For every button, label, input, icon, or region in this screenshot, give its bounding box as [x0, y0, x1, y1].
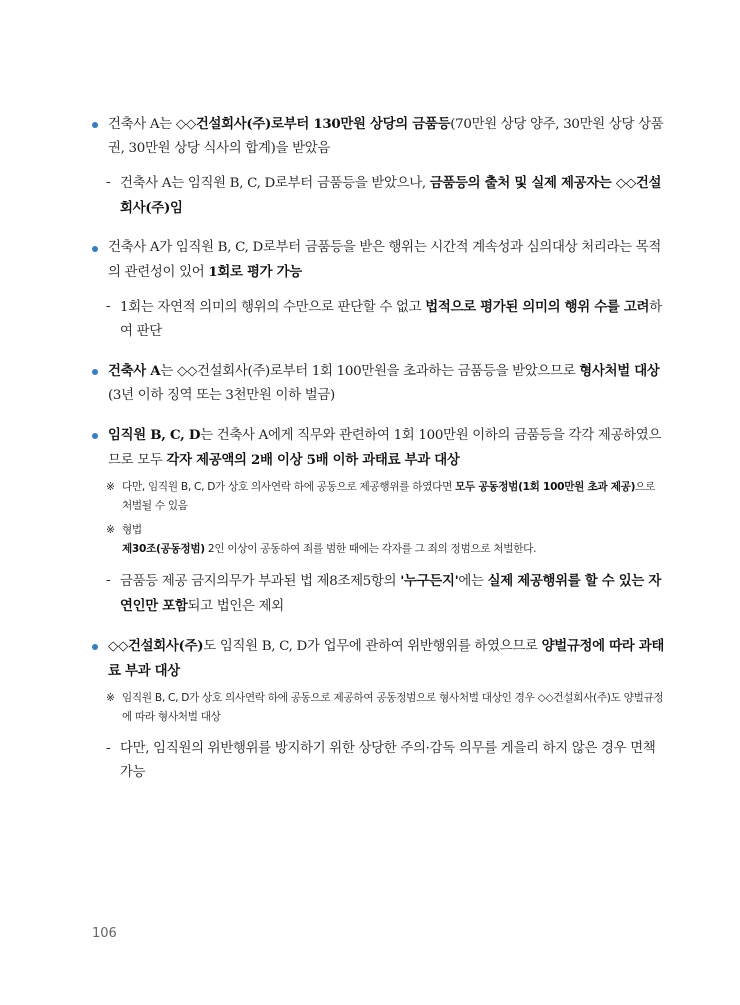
text: 건축사 A가 임직원 B, C, D로부터 금품등을 받은 행위는 시간적 계속성과 심의대상 처리라는 목적의 관련성이 있어 — [108, 240, 662, 280]
page-number: 106 — [92, 926, 117, 941]
text: 으로 처벌될 수 있음 — [122, 481, 656, 512]
bold-text: ◇◇건설회사(주) — [108, 638, 204, 654]
dash-mark: - — [106, 299, 111, 314]
reference-mark: ※ — [106, 481, 115, 493]
bold-text: 각자 제공액의 2배 이상 5배 이하 과태료 부과 대상 — [166, 452, 460, 468]
law-article — [122, 540, 664, 559]
text: 2인 이상이 공동하여 죄를 범한 때에는 각자를 그 죄의 정범으로 처벌한다. — [204, 543, 537, 555]
dash-mark: - — [106, 741, 111, 756]
text: 건축사 A는 ◇◇ — [108, 117, 196, 132]
document-body — [92, 112, 664, 785]
sub-item — [92, 171, 664, 221]
bullet-item — [92, 112, 664, 161]
spacer — [92, 161, 664, 171]
text: 1회는 자연적 의미의 행위의 수만으로 판단할 수 없고 — [120, 300, 426, 315]
bold-text: 모두 공동정범(1회 100만원 초과 제공) — [455, 481, 636, 493]
spacer — [92, 285, 664, 295]
text: 임직원 B, C, D가 상호 의사연락 하에 공동으로 제공하여 공동정범으로 형사처벌 대상인 경우 ◇◇건설회사(주)도 양벌규정에 따라 형사처벌 대상 — [122, 692, 664, 723]
sub-item — [92, 569, 664, 619]
text: 금품등 제공 금지의무가 부과된 법 제8조제5항의 — [120, 574, 401, 589]
text: 다만, 임직원 B, C, D가 상호 의사연락 하에 공동으로 제공행위를 하였다면 — [122, 481, 456, 493]
spacer — [92, 221, 664, 236]
spacer — [92, 619, 664, 634]
bullet-item — [92, 423, 664, 473]
spacer — [92, 559, 664, 569]
text: 는 건축사 A에게 직무와 관련하여 1회 100만원 이하의 금품등을 각각 제공하였으므로 모두 — [108, 428, 662, 468]
bold-text: 실제 제공행위를 할 수 있는 자연인만 포함 — [120, 573, 662, 614]
sub-item — [92, 295, 664, 344]
spacer — [92, 727, 664, 737]
bold-text: 금품등의 출처 및 실제 제공자는 ◇◇건설회사(주)임 — [120, 175, 662, 216]
reference-mark: ※ — [106, 524, 115, 536]
note-item — [92, 478, 664, 516]
bold-text: '누구든지' — [400, 573, 459, 589]
bullet-item — [92, 236, 664, 285]
spacer — [92, 344, 664, 359]
bullet-item — [92, 359, 664, 408]
bold-text: 건설회사(주)로부터 130만원 상당의 금품등 — [195, 116, 451, 132]
bold-text: 제30조(공동정범) — [122, 543, 205, 555]
bold-text: 형사처벌 대상 — [579, 363, 660, 379]
sub-item — [92, 737, 664, 785]
text: 하여 판단 — [120, 300, 662, 339]
text: 는 ◇◇건설회사(주)로부터 1회 100만원을 초과하는 금품등을 받았으므로 — [160, 364, 580, 379]
text: (70만원 상당 양주, 30만원 상당 상품권, 30만원 상당 식사의 합계)을 받았음 — [108, 117, 664, 156]
reference-mark: ※ — [106, 692, 115, 704]
bold-text: 임직원 B, C, D — [108, 427, 201, 443]
bold-text: 1회로 평가 가능 — [208, 264, 302, 280]
note-item — [92, 689, 664, 727]
text: 도 임직원 B, C, D가 업무에 관하여 위반행위를 하였으므로 — [203, 639, 542, 654]
spacer — [92, 408, 664, 423]
text: 되고 법인은 제외 — [187, 599, 284, 614]
text: (3년 이하 징역 또는 3천만원 이하 벌금) — [108, 388, 335, 403]
dash-mark: - — [106, 573, 111, 588]
bold-text: 법적으로 평가된 의미의 행위 수를 고려 — [425, 299, 650, 315]
bold-text: 양벌규정에 따라 과태료 부과 대상 — [108, 638, 665, 679]
text: 에는 — [458, 574, 488, 589]
text: 건축사 A는 임직원 B, C, D로부터 금품등을 받았으나, — [120, 176, 430, 191]
text: 다만, 임직원의 위반행위를 방지하기 위한 상당한 주의·감독 의무를 게을리 하지 않은 경우 면책 가능 — [120, 741, 656, 780]
note-item — [92, 521, 664, 559]
text: 형법 — [122, 524, 142, 536]
bold-text: 건축사 A — [108, 363, 161, 379]
bullet-item — [92, 634, 664, 684]
dash-mark: - — [106, 175, 111, 190]
